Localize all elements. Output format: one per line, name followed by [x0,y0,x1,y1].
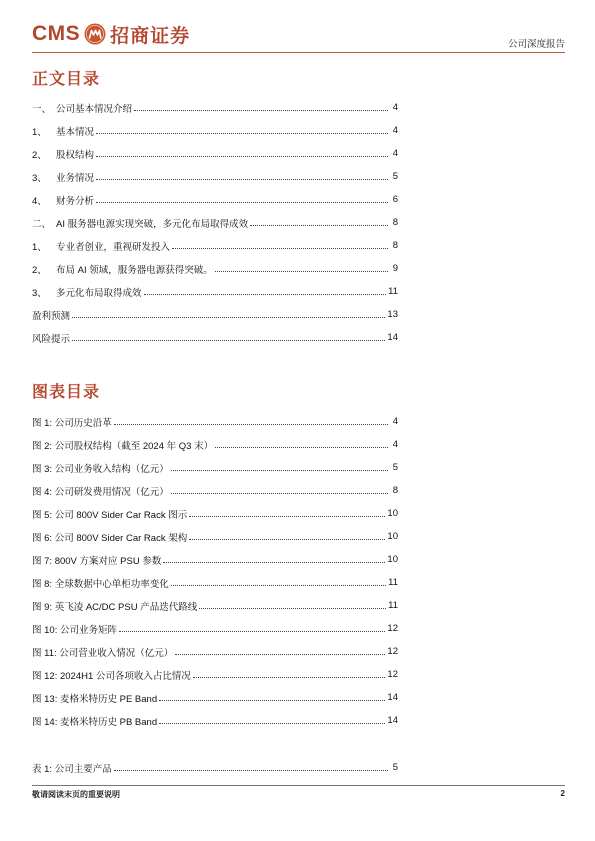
figure-entry[interactable] [32,548,398,571]
entry-title: 股权结构 [56,149,95,161]
entry-title: 图 3: 公司业务收入结构（亿元） [32,463,169,475]
dot-leader [163,562,385,563]
entry-page-number: 11 [388,577,398,588]
report-type-label: 公司深度报告 [507,39,565,50]
entry-number: 4、 [32,195,47,207]
entry-page-number: 10 [387,508,398,519]
toc-entry[interactable] [32,142,398,165]
dot-leader [144,294,387,295]
figures-list [32,410,398,732]
figure-entry[interactable] [32,663,398,686]
entry-page-number: 12 [387,669,398,680]
dot-leader [159,723,385,724]
dot-leader [215,271,388,272]
entry-page-number: 9 [392,263,398,274]
entry-number: 一、 [32,103,52,115]
entry-page-number: 14 [387,692,398,703]
dot-leader [171,470,388,471]
entry-title: 风险提示 [32,333,71,345]
entry-title: 基本情况 [56,126,95,138]
entry-title: 图 13: 麦格米特历史 PE Band [32,693,158,705]
entry-number: 3、 [32,172,47,184]
table-entry[interactable] [32,756,398,779]
entry-title: 图 9: 英飞凌 AC/DC PSU 产品迭代路线 [32,601,198,613]
entry-number: 二、 [32,218,52,230]
entry-page-number: 8 [392,485,398,496]
company-logo [32,20,190,48]
toc-entry[interactable] [32,188,398,211]
entry-title: 图 7: 800V 方案对应 PSU 参数 [32,555,162,567]
entry-page-number: 6 [392,194,398,205]
dot-leader [189,539,385,540]
figure-entry[interactable] [32,594,398,617]
entry-title: 表 1: 公司主要产品 [32,763,112,775]
toc-entry[interactable] [32,119,398,142]
figure-entry[interactable] [32,617,398,640]
figure-entry[interactable] [32,640,398,663]
dot-leader [159,700,385,701]
figure-entry[interactable] [32,686,398,709]
footer-disclaimer-notice: 敬请阅读末页的重要说明 [32,789,120,799]
entry-page-number: 4 [392,416,398,427]
entry-title: 图 14: 麦格米特历史 PB Band [32,716,158,728]
entry-title: AI 服务器电源实现突破，多元化布局取得成效 [56,218,249,230]
entry-page-number: 13 [387,309,398,320]
entry-page-number: 10 [387,531,398,542]
entry-page-number: 5 [392,171,398,182]
dot-leader [193,677,386,678]
dot-leader [199,608,386,609]
figure-entry[interactable] [32,433,398,456]
logo-emblem-icon [84,23,106,45]
header-divider [32,52,565,53]
entry-page-number: 14 [387,715,398,726]
entry-number: 1、 [32,241,47,253]
entry-number: 2、 [32,264,47,276]
footer-divider [32,785,565,786]
entry-page-number: 5 [392,762,398,773]
dot-leader [175,654,385,655]
entry-number: 1、 [32,126,47,138]
dot-leader [96,202,388,203]
dot-leader [134,110,388,111]
entry-page-number: 12 [387,646,398,657]
entry-title: 图 11: 公司营业收入情况（亿元） [32,647,174,659]
page-number: 2 [560,789,565,798]
figures-section-title: 图表目录 [32,382,101,401]
dot-leader [250,225,388,226]
entry-title: 业务情况 [56,172,95,184]
dot-leader [189,516,385,517]
entry-page-number: 12 [387,623,398,634]
entry-page-number: 8 [392,217,398,228]
toc-entry[interactable] [32,280,398,303]
entry-title: 图 12: 2024H1 公司各项收入占比情况 [32,670,191,682]
entry-title: 图 5: 公司 800V Sider Car Rack 图示 [32,509,188,521]
entry-page-number: 8 [392,240,398,251]
entry-title: 盈利预测 [32,310,71,322]
entry-number: 3、 [32,287,47,299]
toc-entry[interactable] [32,165,398,188]
entry-title: 专业者创业，重视研发投入 [56,241,171,253]
entry-page-number: 4 [392,439,398,450]
toc-entry[interactable] [32,326,398,349]
logo-company-name: 招商证券 [110,24,191,47]
dot-leader [215,447,388,448]
dot-leader [96,133,388,134]
entry-title: 布局 AI 领域，服务器电源获得突破。 [56,264,213,276]
entry-page-number: 5 [392,462,398,473]
figure-entry[interactable] [32,410,398,433]
toc-entry[interactable] [32,234,398,257]
entry-title: 图 8: 全球数据中心单柜功率变化 [32,578,169,590]
entry-title: 图 2: 公司股权结构（截至 2024 年 Q3 末） [32,440,214,452]
entry-page-number: 4 [392,148,398,159]
dot-leader [96,156,388,157]
entry-title: 图 6: 公司 800V Sider Car Rack 架构 [32,532,188,544]
entry-title: 财务分析 [56,195,95,207]
toc-section-title: 正文目录 [32,69,101,88]
figure-entry[interactable] [32,479,398,502]
entry-page-number: 10 [387,554,398,565]
logo-cms-text: CMS [32,22,81,45]
entry-page-number: 4 [392,102,398,113]
figure-entry[interactable] [32,709,398,732]
tables-list [32,756,398,779]
dot-leader [172,248,388,249]
entry-title: 多元化布局取得成效 [56,287,142,299]
toc-entry[interactable] [32,257,398,280]
dot-leader [119,631,385,632]
figure-entry[interactable] [32,525,398,548]
dot-leader [114,770,388,771]
dot-leader [72,317,385,318]
toc-entry[interactable] [32,303,398,326]
dot-leader [114,424,388,425]
entry-title: 图 4: 公司研发费用情况（亿元） [32,486,169,498]
toc-list [32,96,398,349]
figure-entry[interactable] [32,502,398,525]
entry-page-number: 11 [388,286,398,297]
entry-title: 公司基本情况介绍 [56,103,133,115]
dot-leader [72,340,385,341]
dot-leader [96,179,388,180]
toc-entry[interactable] [32,211,398,234]
toc-entry[interactable] [32,96,398,119]
dot-leader [171,585,386,586]
entry-number: 2、 [32,149,47,161]
figure-entry[interactable] [32,571,398,594]
entry-page-number: 11 [388,600,398,611]
entry-title: 图 10: 公司业务矩阵 [32,624,117,636]
dot-leader [171,493,388,494]
entry-page-number: 14 [387,332,398,343]
entry-page-number: 4 [392,125,398,136]
entry-title: 图 1: 公司历史沿革 [32,417,112,429]
figure-entry[interactable] [32,456,398,479]
